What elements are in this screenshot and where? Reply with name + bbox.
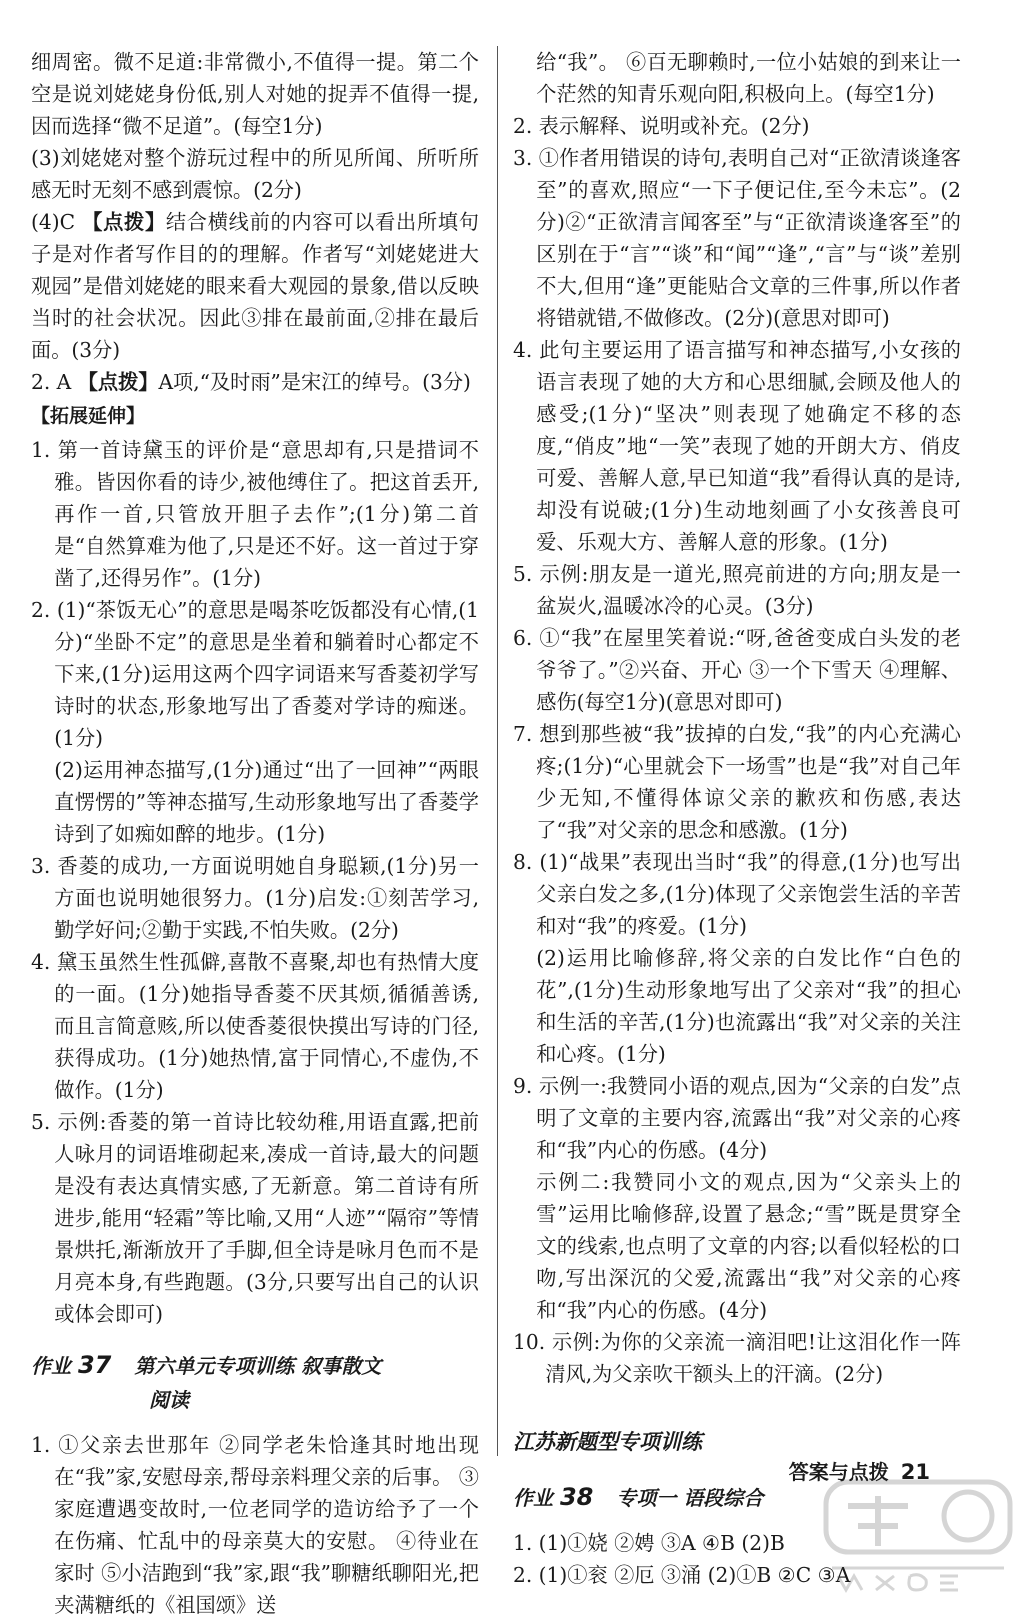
answer-item: 5. 示例:朋友是一道光,照亮前进的方向;朋友是一盆炭火,温暖冰冷的心灵。(3分) xyxy=(513,562,961,618)
homework-label: 作业 xyxy=(31,1354,71,1378)
homework-number: 37 xyxy=(77,1351,112,1379)
footer-label: 答案与点拨 xyxy=(788,1460,889,1484)
homework-37-heading xyxy=(31,1348,479,1417)
answer-intro: 细周密。微不足道:非常微小,不值得一提。第二个空是说刘姥姥身份低,别人对她的捉弄不值得一提,因而选择“微不足道”。(每空1分) xyxy=(31,50,479,138)
answer-q2 xyxy=(31,366,479,398)
answer-item: 7. 想到那些被“我”拔掉的白发,“我”的内心充满心疼;(1分)“心里就会下一场雪”也是“我”对自己年少无知,不懂得体谅父亲的歉疚和伤感,表达了“我”对父亲的思念和感激。(1分) xyxy=(513,722,961,842)
answer-item: (2)运用比喻修辞,将父亲的白发比作“白色的花”,(1分)生动形象地写出了父亲对“我”的担心和生活的辛苦,(1分)也流露出“我”对父亲的关注和心疼。(1分) xyxy=(536,946,961,1066)
homework-title-line2: 阅读 xyxy=(149,1388,189,1412)
answer-item: 3. ①作者用错误的诗句,表明自己对“正欲清谈逢客至”的喜欢,照应“一下子便记住,至今未忘”。(2分)②“正欲清言闻客至”与“正欲清谈逢客至”的区别在于“言”“谈”和“闻”“逢”,“言”与“谈”差别不大,但用“逢”更能贴合文章的三件事,所以作者将错就错,不做修改。(2分)(意思对即可) xyxy=(513,146,961,330)
answer-item: 示例二:我赞同小文的观点,因为“父亲头上的雪”运用比喻修辞,设置了悬念;“雪”既是贯穿全文的线索,也点明了文章的内容;以看似轻松的口吻,写出深沉的父爱,流露出“我”对父亲的心疼和“我”内心的伤感。(4分) xyxy=(536,1170,961,1322)
homework-title: 专项一 语段综合 xyxy=(616,1486,764,1510)
answer-item: 2. (1)“茶饭无心”的意思是喝茶吃饭都没有心情,(1分)“坐卧不定”的意思是坐着和躺着时心都定不下来,(1分)运用这两个四字词语来写香菱初学写诗时的状态,形象地写出了香菱对学诗的痴迷。(1分) xyxy=(31,598,479,750)
answer-item: 2. (1)①衮 ②厄 ③涌 (2)①B ②C ③A xyxy=(513,1563,851,1587)
answer-item: 1. ①父亲去世那年 ②同学老朱恰逢其时地出现在“我”家,安慰母亲,帮母亲料理父亲的后事。 ③家庭遭遇变故时,一位老同学的造访给予了一个在伤痛、忙乱中的母亲莫大的安慰。 ④待业在家时 ⑤小洁跑到“我”家,跟“我”聊糖纸聊阳光,把夹满糖纸的《祖国颂》送 xyxy=(31,1433,479,1617)
answer-q2-text: A项,“及时雨”是宋江的绰号。(3分) xyxy=(158,370,471,394)
hint-badge: 【点拨】 xyxy=(82,210,166,234)
answer-item: 4. 黛玉虽然生性孤僻,喜散不喜聚,却也有热情大度的一面。(1分)她指导香菱不厌其烦,循循善诱,而且言简意赅,所以使香菱很快摸出写诗的门径,获得成功。(1分)她热情,富于同情心,不虚伪,不做作。(1分) xyxy=(31,950,479,1102)
answer-item: 1. (1)①娆 ②娉 ③A ④B (2)B xyxy=(513,1531,785,1555)
homework-label: 作业 xyxy=(513,1486,553,1510)
answer-q4-prefix: (4)C xyxy=(31,210,83,234)
answer-q2-prefix: 2. A xyxy=(31,370,78,394)
right-column xyxy=(513,46,961,1591)
answer-item: 4. 此句主要运用了语言描写和神态描写,小女孩的语言表现了她的大方和心思细腻,会顾及他人的感受;(1分)“坚决”则表现了她确定不移的态度,“俏皮”地“一笑”表现了她的开朗大方、俏皮可爱、善解人意,早已知道“我”看得认真的是诗,却没有说破;(1分)生动地刻画了小女孩善良可爱、乐观大方、善解人意的形象。(1分) xyxy=(513,338,961,554)
section-title-jiangsu: 江苏新题型专项训练 xyxy=(513,1430,702,1454)
column-divider xyxy=(497,46,498,1456)
watermark-logo xyxy=(818,1476,1018,1594)
answer-item: 2. 表示解释、说明或补充。(2分) xyxy=(513,114,810,138)
page-number: 21 xyxy=(900,1460,930,1484)
section-title-extension: 【拓展延伸】 xyxy=(31,405,146,427)
answer-continued: 给“我”。 ⑥百无聊赖时,一位小姑娘的到来让一个茫然的知青乐观向阳,积极向上。(每空1分) xyxy=(536,50,961,106)
answer-q4 xyxy=(31,206,479,366)
homework-number: 38 xyxy=(559,1483,594,1511)
answer-item: 6. ①“我”在屋里笑着说:“呀,爸爸变成白头发的老爷爷了。”②兴奋、开心 ③一个下雪天 ④理解、感伤(每空1分)(意思对即可) xyxy=(513,626,961,714)
answer-item: (2)运用神态描写,(1分)通过“出了一回神”“两眼直愣愣的”等神态描写,生动形象地写出了香菱学诗到了如痴如醉的地步。(1分) xyxy=(54,758,479,846)
answer-q4-text: 结合横线前的内容可以看出所填句子是对作者写作目的的理解。作者写“刘姥姥进大观园”是借刘姥姥的眼来看大观园的景象,借以反映当时的社会状况。因此③排在最前面,②排在最后面。(3分) xyxy=(31,210,479,362)
answer-item: 9. 示例一:我赞同小语的观点,因为“父亲的白发”点明了文章的主要内容,流露出“我”对父亲的心疼和“我”内心的伤感。(4分) xyxy=(513,1074,961,1162)
answer-item: 5. 示例:香菱的第一首诗比较幼稚,用语直露,把前人咏月的词语堆砌起来,凑成一首诗,最大的问题是没有表达真情实感,了无新意。第二首诗有所进步,能用“轻霜”等比喻,又用“人迹”“隔帘”等情景烘托,渐渐放开了手脚,但全诗是咏月色而不是月亮本身,有些跑题。(3分,只要写出自己的认识或体会即可) xyxy=(31,1110,479,1326)
answer-q3: (3)刘姥姥对整个游玩过程中的所见所闻、所听所感无时无刻不感到震惊。(2分) xyxy=(31,146,479,202)
answer-item: 3. 香菱的成功,一方面说明她自身聪颖,(1分)另一方面也说明她很努力。(1分)启发:①刻苦学习,勤学好问;②勤于实践,不怕失败。(2分) xyxy=(31,854,479,942)
answer-item: 10. 示例:为你的父亲流一滴泪吧!让这泪化作一阵清风,为父亲吹干额头上的汗滴。(2分) xyxy=(513,1330,961,1386)
homework-title: 第六单元专项训练 叙事散文 xyxy=(134,1354,382,1378)
left-column xyxy=(31,46,479,1621)
answer-item: 1. 第一首诗黛玉的评价是“意思却有,只是措词不雅。皆因你看的诗少,被他缚住了。把这首丢开,再作一首,只管放开胆子去作”;(1分)第二首是“自然算难为他了,只是还不好。这一首过于穿凿了,还得另作”。(1分) xyxy=(31,438,479,590)
hint-badge: 【点拨】 xyxy=(77,370,159,394)
answer-item: 8. (1)“战果”表现出当时“我”的得意,(1分)也写出父亲白发之多,(1分)体现了父亲饱尝生活的辛苦和对“我”的疼爱。(1分) xyxy=(513,850,961,938)
